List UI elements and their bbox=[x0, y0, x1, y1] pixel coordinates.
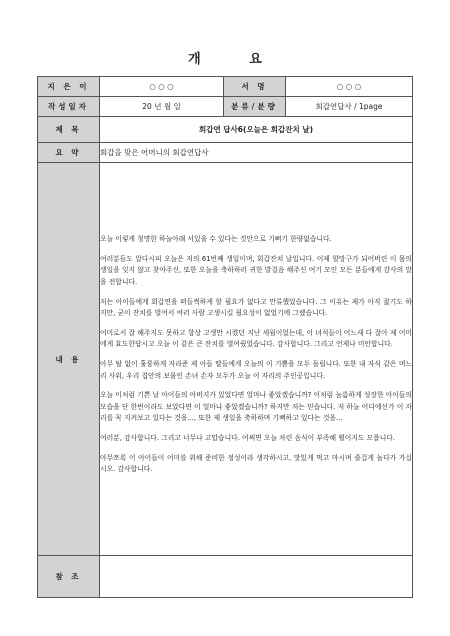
author-value: ○ ○ ○ bbox=[100, 77, 224, 97]
date-label: 작성일자 bbox=[38, 97, 100, 117]
content-paragraph: 아무쪼록 이 아이들이 어미를 위해 준비한 정성이라 생각하시고, 맛있게 먹고 마시며 즐겁게 놀다가 가십시오. 감사합니다. bbox=[100, 453, 412, 474]
document-title: 개 요 bbox=[188, 52, 284, 67]
content-paragraph: 여러분, 감사합니다. 그리고 너무나 고맙습니다. 어쩌면 오늘 차린 음식이 부족해 뵐이지도 모릅니다. bbox=[100, 433, 396, 442]
content-paragraph: 오늘 이처럼 기쁜 날 아이들의 아버지가 있었다면 얼마나 좋았겠습니까? 이처럼 늠름하게 성장한 아이들의 모습을 단 한번이라도 보았다면 이 얼마나 좋았겠습니까? 하지만 저는 믿습니다. 저 하늘 어디에선가 이 자리를 꼭 지켜보고 있다는 것을..., 또한 제 생일을 축하하며 기뻐하고 있다는 것을... bbox=[100, 391, 412, 423]
summary-label: 요 약 bbox=[38, 143, 100, 163]
content-paragraph: 아무 탈 없이 훌륭하게 자라준 제 아들 딸들에게 오늘의 이 기쁨을 모두 돌립니다. 또한 내 자식 같은 며느리 사위, 우리 집안의 보물인 손녀 손자 모두가 오늘 이 자리의 주인공입니다. bbox=[100, 360, 412, 380]
content-paragraph: 여러분들도 알다시피 오늘은 저의 61번째 생일이며, 회갑잔치 날입니다. 이제 할망구가 되어버린 이 몸의 생일을 잊지 않고 찾아주신, 또한 오늘을 축하하러 귀한 발걸음 해주신 여기 모인 모든 분들에게 감사의 말을 전합니다. bbox=[100, 254, 412, 287]
content-paragraph: 저는 아이들에게 회갑연을 떠들썩하게 할 필요가 없다고 만류했었습니다. 그 이유는 제가 아직 젊기도 하지만, 굳이 잔치를 벌여서 여러 사람 고생시킬 필요성이 없었기에 그랬습니다. bbox=[100, 297, 412, 318]
book-name-value: ○ ○ ○ bbox=[286, 77, 413, 97]
summary-value: 회갑을 맞은 어머니의 회갑연답사 bbox=[100, 143, 413, 163]
subject-label: 제 목 bbox=[38, 117, 100, 143]
reference-label: 참 조 bbox=[38, 556, 100, 598]
content-paragraph: 어미로서 잘 해주지도 못하고 항상 고생만 시켰던 지난 세월이었는데, 이 녀석들이 어느새 다 잘아 제 어미에게 효도한답시고 오늘 이 같은 큰 잔치를 벌여줬었습니다. 감사합니다. 그리고 언제나 미안합니다. bbox=[100, 328, 412, 349]
subject-value: 회갑연 답사6(오늘은 회갑잔치 날) bbox=[100, 117, 413, 143]
summary-form-table bbox=[37, 76, 413, 598]
reference-value bbox=[100, 556, 413, 598]
date-value: 20 년 월 일 bbox=[100, 97, 224, 117]
book-name-label: 서 명 bbox=[224, 77, 286, 97]
content-body bbox=[100, 163, 413, 556]
content-label: 내 용 bbox=[38, 163, 100, 556]
category-value: 회갑연답사 / 1page bbox=[286, 97, 413, 117]
author-label: 지 은 이 bbox=[38, 77, 100, 97]
content-paragraph: 오늘 이렇게 청명한 하늘아래 서있을 수 있다는 것만으로 기뻐기 한량없습니다. bbox=[100, 235, 332, 244]
category-label: 분류/분량 bbox=[224, 97, 286, 117]
